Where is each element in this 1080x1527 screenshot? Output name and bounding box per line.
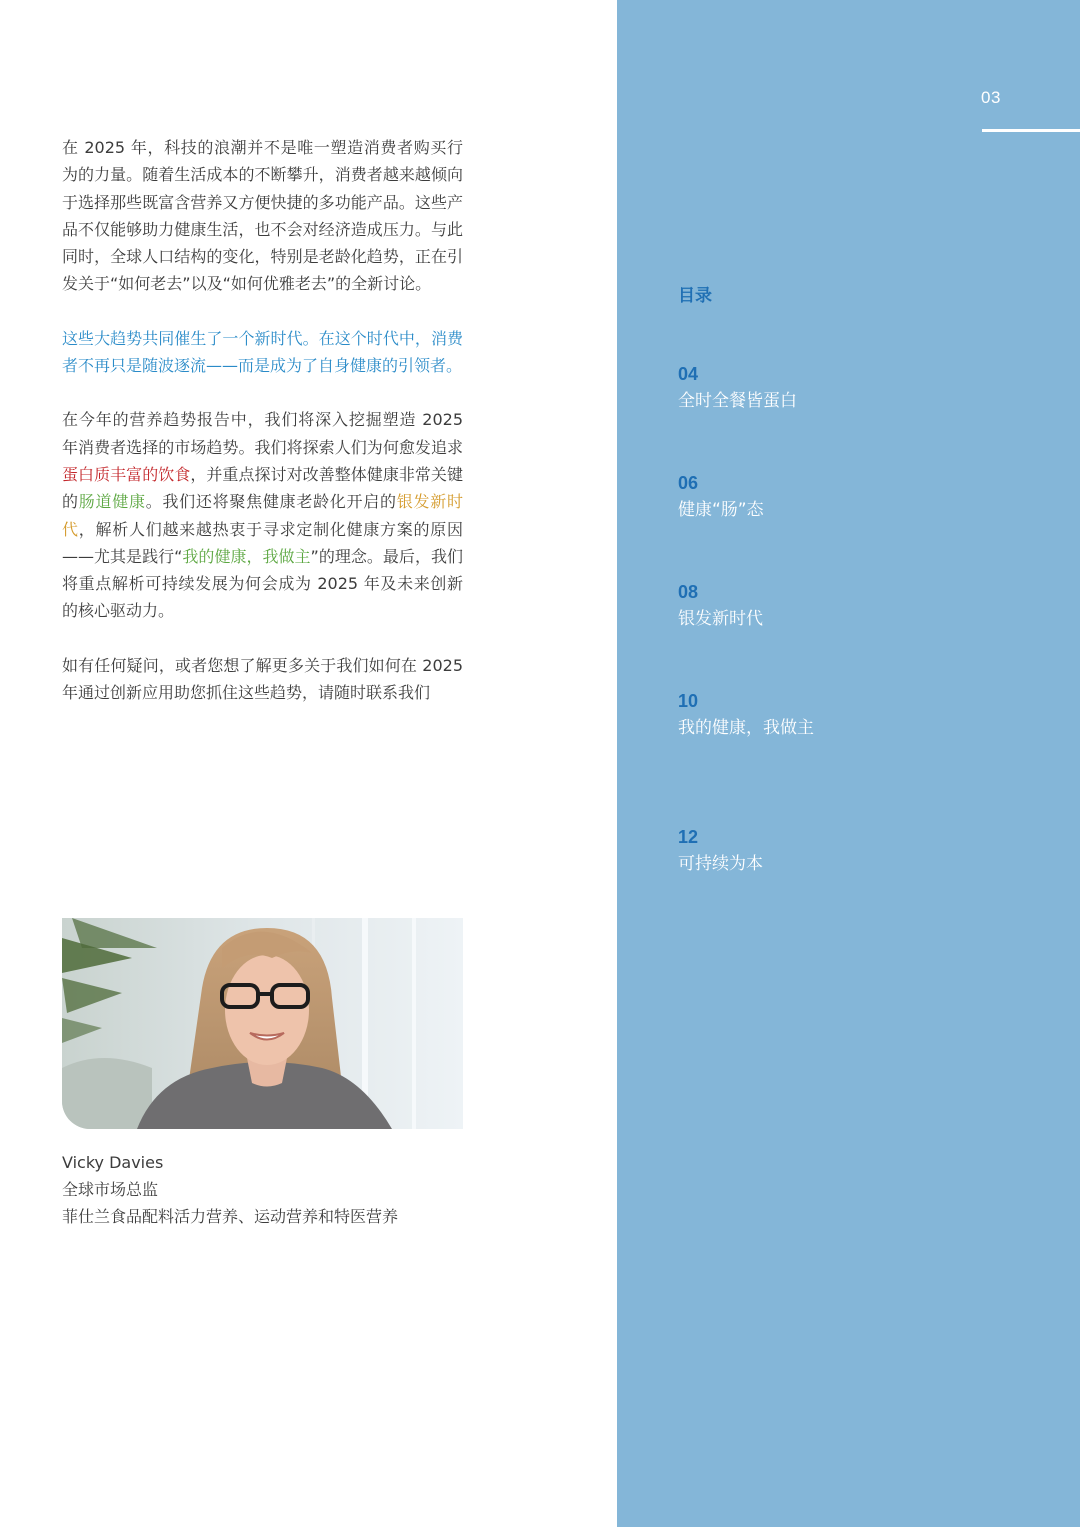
page-number: 03 xyxy=(981,88,1001,107)
intro-paragraph-3 xyxy=(62,406,463,624)
toc-title: 目录 xyxy=(678,286,712,306)
text-span: ，解析人们越来越热衷于寻求定制化健康方案的原因——尤其是践行“ xyxy=(62,519,463,566)
toc-item-08[interactable] xyxy=(678,580,763,634)
toc-item-number: 04 xyxy=(678,364,699,384)
toc-item-number: 12 xyxy=(678,827,699,847)
caption-title: 全球市场总监 xyxy=(62,1180,159,1199)
intro-paragraph-4: 如有任何疑问，或者您想了解更多关于我们如何在 2025 年通过创新应用助您抓住这些趋势，请随时联系我们 xyxy=(62,655,463,703)
text-span: 。我们还将聚焦健康老龄化开启的 xyxy=(145,492,397,512)
caption-organization: 菲仕兰食品配料活力营养、运动营养和特医营养 xyxy=(62,1207,399,1226)
toc-item-04[interactable] xyxy=(678,362,797,416)
toc-item-label: 全时全餐皆蛋白 xyxy=(678,391,797,411)
portrait-photo xyxy=(62,918,463,1129)
toc-item-number: 08 xyxy=(678,582,699,602)
highlight-my-health[interactable]: 我的健康，我做主 xyxy=(182,546,311,566)
intro-text xyxy=(62,134,463,733)
toc-item-label: 可持续为本 xyxy=(678,854,763,874)
intro-highlight-paragraph: 这些大趋势共同催生了一个新时代。在这个时代中，消费者不再只是随波逐流——而是成为了自身健康的引领者。 xyxy=(62,328,463,376)
highlight-silver-age[interactable]: 银发新时代 xyxy=(62,492,463,539)
portrait-illustration xyxy=(62,918,463,1129)
toc-item-10[interactable] xyxy=(678,689,814,743)
caption-name: Vicky Davies xyxy=(62,1153,164,1172)
text-span: ”的理念。最后，我们将重点解析可持续发展为何会成为 2025 年及未来创新的核心驱动力。 xyxy=(62,546,463,621)
toc-item-12[interactable] xyxy=(678,825,763,879)
intro-paragraph-1: 在 2025 年，科技的浪潮并不是唯一塑造消费者购买行为的力量。随着生活成本的不断攀升，消费者越来越倾向于选择那些既富含营养又方便快捷的多功能产品。这些产品不仅能够助力健康生活，也不会对经济造成压力。与此同时，全球人口结构的变化，特别是老龄化趋势，正在引发关于“如何老去”以及“如何优雅老去”的全新讨论。 xyxy=(62,138,463,294)
portrait-caption xyxy=(62,1149,398,1230)
text-span: 在今年的营养趋势报告中，我们将深入挖掘塑造 2025 年消费者选择的市场趋势。我们将探索人们为何愈发追求 xyxy=(62,410,463,457)
toc-item-label: 我的健康，我做主 xyxy=(678,718,814,738)
toc-item-06[interactable] xyxy=(678,471,764,525)
toc-item-number: 06 xyxy=(678,473,699,493)
toc-sidebar xyxy=(617,0,1080,1527)
toc-item-label: 银发新时代 xyxy=(678,609,763,629)
toc-item-number: 10 xyxy=(678,691,699,711)
text-span: ，并重点探讨对改善整体健康非常关键的 xyxy=(62,464,463,512)
highlight-protein[interactable]: 蛋白质丰富的饮食 xyxy=(62,464,191,484)
page-number-rule xyxy=(982,129,1080,132)
toc-item-label: 健康“肠”态 xyxy=(678,500,764,520)
highlight-gut-health[interactable]: 肠道健康 xyxy=(78,492,146,512)
